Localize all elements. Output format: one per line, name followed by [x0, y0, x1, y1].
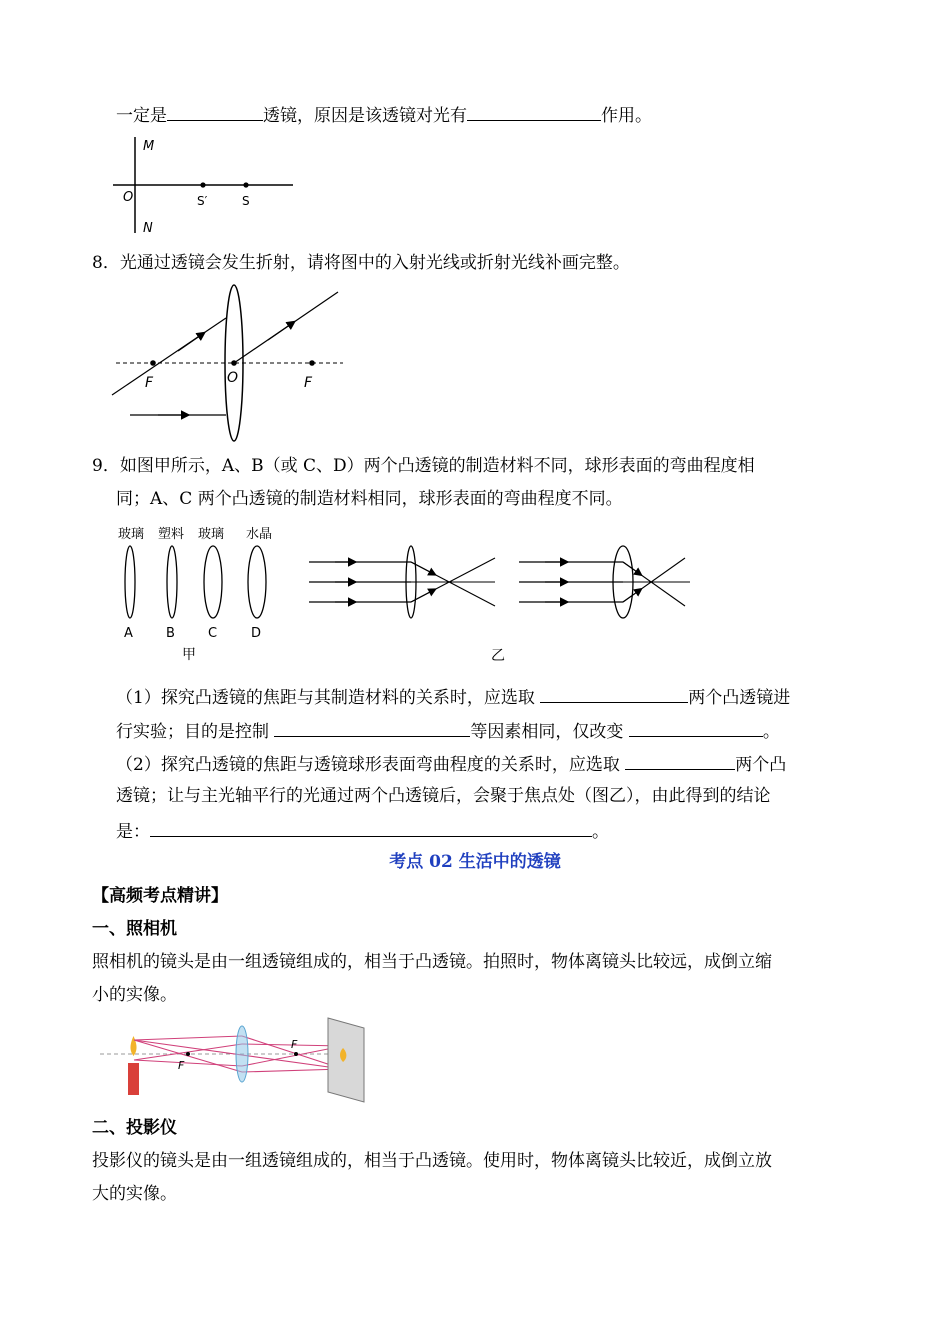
q8-focus-right [309, 360, 315, 366]
q9-sub2-e: 。 [592, 822, 609, 842]
q9-sub1-blank-1[interactable] [540, 684, 688, 703]
section-heading: 【高频考点精讲】 [92, 886, 228, 906]
q7-text1: 一定是 [116, 106, 167, 126]
camera-line2: 小的实像。 [92, 985, 177, 1005]
flame-icon [130, 1036, 136, 1056]
q7-point-s-prime [200, 182, 205, 187]
q9-sub1-c: 行实验；目的是控制 [116, 722, 269, 742]
q7-label-s: S [242, 194, 250, 208]
q8-figure [108, 284, 348, 444]
q9-sub2-line3 [116, 818, 609, 843]
camera-label-f-right: F [291, 1038, 298, 1051]
q8-label-o: O [227, 370, 239, 386]
lens-c [204, 546, 222, 618]
q9-figure-yi [305, 540, 705, 665]
lens-d-letter: D [251, 626, 262, 641]
lens-d-material: 水晶 [246, 527, 273, 542]
q8-ray-arrow-2 [268, 322, 294, 340]
section-title: 考点 02 生活中的透镜 [389, 852, 561, 872]
camera-label-f-left: F [178, 1059, 185, 1072]
q9-sub2-blank-2[interactable] [150, 818, 592, 837]
camera-lens [236, 1026, 248, 1082]
q9-sub1-d: 等因素相同，仅改变 [470, 722, 624, 742]
q9-sub1-b: 两个凸透镜进 [688, 688, 791, 708]
q9-sub2-line1 [116, 751, 786, 776]
q7-figure [105, 135, 295, 235]
q8-label-f-right: F [304, 375, 313, 391]
q9-sub1-e: 。 [762, 722, 780, 742]
q9-sub2-blank-1[interactable] [625, 751, 735, 770]
q9-sub1-a: （1）探究凸透镜的焦距与其制造材料的关系时，应选取 [116, 688, 535, 708]
q7-label-s-prime: S′ [197, 194, 208, 208]
q7-text3: 作用。 [601, 106, 652, 126]
camera-focus-left [186, 1052, 190, 1056]
camera-figure [98, 1014, 378, 1104]
q8-label-f-left: F [145, 375, 154, 391]
screen [328, 1018, 364, 1102]
projector-title: 二、投影仪 [92, 1118, 177, 1138]
q9-sub2-d: 是： [116, 822, 150, 842]
q7-blank-1[interactable] [167, 102, 263, 121]
q7-label-o: O [123, 190, 134, 205]
q7-point-s [243, 182, 248, 187]
lens-c-material: 玻璃 [198, 527, 225, 542]
lens-b-letter: B [166, 626, 175, 641]
q7-text2: 透镜，原因是该透镜对光有 [263, 106, 467, 126]
q9-text-line2: 同；A、C 两个凸透镜的制造材料相同，球形表面的弯曲程度不同。 [116, 489, 623, 509]
figure-jia-caption: 甲 [182, 647, 196, 663]
q9-figure-jia [110, 522, 290, 662]
candle-icon [128, 1063, 139, 1095]
q8-ray-arrow-1 [178, 333, 204, 351]
figure-yi-caption: 乙 [491, 648, 505, 664]
lens-a-material: 玻璃 [118, 527, 145, 542]
camera-focus-right [294, 1052, 298, 1056]
projector-line2: 大的实像。 [92, 1184, 177, 1204]
q9-sub1-line2 [116, 718, 780, 743]
yi-left-setup [309, 546, 495, 618]
q7-label-n: N [143, 221, 153, 236]
q8-text: 8．光通过透镜会发生折射，请将图中的入射光线或折射光线补画完整。 [92, 253, 630, 273]
q7-label-m: M [143, 139, 155, 154]
q7-blank-2[interactable] [467, 102, 601, 121]
lens-d [248, 546, 266, 618]
lens-b-material: 塑料 [158, 527, 185, 542]
q9-sub2-a: （2）探究凸透镜的焦距与透镜球形表面弯曲程度的关系时，应选取 [116, 755, 620, 775]
q9-sub2-b: 两个凸 [735, 755, 787, 775]
lens-c-letter: C [208, 626, 218, 641]
q8-ray-through-focus [112, 318, 226, 395]
camera-title: 一、照相机 [92, 919, 177, 939]
q8-optical-center [231, 360, 237, 366]
q7-line [116, 102, 652, 127]
yi-right-setup [519, 546, 690, 618]
q9-sub1-line1 [116, 684, 790, 709]
projector-line1: 投影仪的镜头是由一组透镜组成的，相当于凸透镜。使用时，物体离镜头比较近，成倒立放 [92, 1151, 772, 1171]
lens-a-letter: A [124, 626, 133, 641]
camera-line1: 照相机的镜头是由一组透镜组成的，相当于凸透镜。拍照时，物体离镜头比较远，成倒立缩 [92, 952, 772, 972]
q9-sub2-line2: 透镜；让与主光轴平行的光通过两个凸透镜后，会聚于焦点处（图乙），由此得到的结论 [116, 786, 771, 806]
lens-a [125, 546, 135, 618]
q9-text-line1: 9．如图甲所示，A、B（或 C、D）两个凸透镜的制造材料不同，球形表面的弯曲程度相 [92, 456, 755, 476]
q9-sub1-blank-3[interactable] [629, 718, 763, 737]
q8-focus-left [150, 360, 156, 366]
lens-b [167, 546, 177, 618]
q9-sub1-blank-2[interactable] [274, 718, 470, 737]
